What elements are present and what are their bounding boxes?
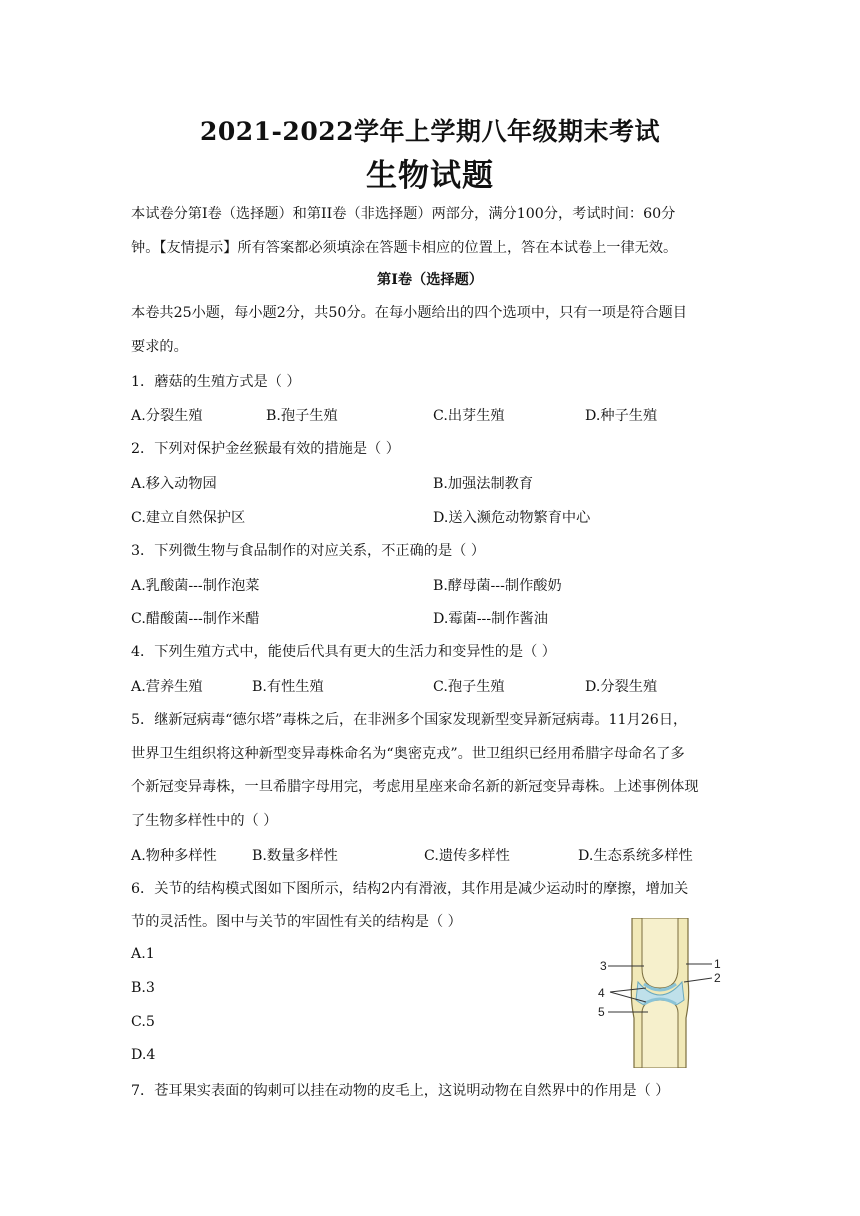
diagram-label-4: 4 (598, 986, 605, 1000)
option-d: D.霉菌---制作酱油 (433, 611, 548, 627)
section-title: 第Ⅰ卷（选择题） (377, 272, 483, 288)
option-d: D.分裂生殖 (585, 679, 658, 695)
question-stem: 3．下列微生物与食品制作的对应关系，不正确的是（ ） (131, 543, 486, 559)
option-a: A.1 (131, 946, 155, 962)
option-c: C.醋酸菌---制作米醋 (131, 611, 260, 627)
option-b: B.3 (131, 980, 155, 996)
option-b: B.孢子生殖 (266, 408, 338, 424)
option-a: A.营养生殖 (131, 679, 203, 695)
option-d: D.生态系统多样性 (578, 848, 693, 864)
option-a: A.乳酸菌---制作泡菜 (131, 578, 260, 594)
option-c: C.出芽生殖 (433, 408, 505, 424)
subject-title: 生物试题 (366, 158, 494, 194)
intro-line: 钟。【友情提示】所有答案都必须填涂在答题卡相应的位置上，答在本试卷上一律无效。 (131, 240, 678, 256)
diagram-label-5: 5 (598, 1005, 605, 1019)
question-stem: 了生物多样性中的（ ） (131, 813, 278, 829)
section-instructions: 本卷共25小题，每小题2分，共50分。在每小题给出的四个选项中，只有一项是符合题目 (131, 305, 687, 321)
option-b: B.加强法制教育 (433, 476, 534, 492)
diagram-label-3: 3 (600, 959, 607, 973)
intro-line: 本试卷分第Ⅰ卷（选择题）和第II卷（非选择题）两部分，满分100分，考试时间：60分 (131, 206, 676, 222)
question-stem: 世界卫生组织将这种新型变异毒株命名为“奥密克戎”。世卫组织已经用希腊字母命名了多 (131, 746, 685, 762)
exam-title: 2021-2022学年上学期八年级期末考试 (199, 117, 661, 146)
option-d: D.种子生殖 (585, 408, 658, 424)
question-stem: 个新冠变异毒株，一旦希腊字母用完，考虑用星座来命名新的新冠变异毒株。上述事例体现 (131, 779, 699, 795)
joint-structure-diagram (590, 918, 730, 1068)
option-b: B.酵母菌---制作酸奶 (433, 578, 562, 594)
section-instructions: 要求的。 (131, 339, 188, 355)
option-a: A.分裂生殖 (131, 408, 203, 424)
question-stem: 节的灵活性。图中与关节的牢固性有关的结构是（ ） (131, 914, 462, 930)
question-stem: 6．关节的结构模式图如下图所示，结构2内有滑液，其作用是减少运动时的摩擦，增加关 (131, 881, 689, 897)
question-stem: 4．下列生殖方式中，能使后代具有更大的生活力和变异性的是（ ） (131, 644, 556, 660)
question-stem: 5．继新冠病毒“德尔塔”毒株之后，在非洲多个国家发现新型变异新冠病毒。11月26日， (131, 712, 688, 728)
option-c: C.建立自然保护区 (131, 510, 246, 526)
option-c: C.孢子生殖 (433, 679, 505, 695)
option-c: C.遗传多样性 (424, 848, 510, 864)
option-b: B.有性生殖 (252, 679, 324, 695)
option-d: D.4 (131, 1047, 156, 1063)
option-a: A.物种多样性 (131, 848, 217, 864)
option-b: B.数量多样性 (252, 848, 338, 864)
option-d: D.送入濒危动物繁育中心 (433, 510, 591, 526)
diagram-label-1: 1 (714, 957, 721, 971)
option-a: A.移入动物园 (131, 476, 217, 492)
question-stem: 2．下列对保护金丝猴最有效的措施是（ ） (131, 441, 400, 457)
question-stem: 1．蘑菇的生殖方式是（ ） (131, 374, 301, 390)
option-c: C.5 (131, 1014, 155, 1030)
diagram-label-2: 2 (714, 971, 721, 985)
question-stem: 7．苍耳果实表面的钩刺可以挂在动物的皮毛上，这说明动物在自然界中的作用是（ ） (131, 1083, 670, 1099)
